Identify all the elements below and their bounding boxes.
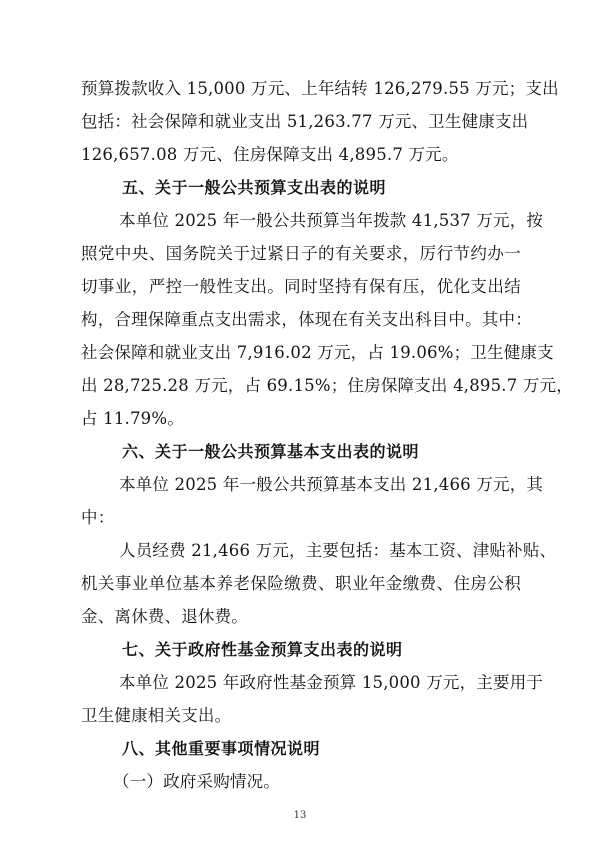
paragraph-line: 照党中央、国务院关于过紧日子的有关要求，厉行节约办一 [81,244,521,263]
section-heading-8: 八、其他重要事项情况说明 [122,739,321,758]
section-heading-6: 六、关于一般公共预算基本支出表的说明 [122,442,420,461]
paragraph-line: 社会保障和就业支出 7,916.02 万元，占 19.06%；卫生健康支 [81,343,554,362]
paragraph-line: 占 11.79%。 [81,409,184,428]
paragraph-line: 126,657.08 万元、住房保障支出 4,895.7 万元。 [81,145,459,164]
page-number: 13 [293,810,307,821]
paragraph-line: 切事业，严控一般性支出。同时坚持有保有压，优化支出结 [81,277,521,296]
paragraph-line: 预算拨款收入 15,000 万元、上年结转 126,279.55 万元；支出 [81,79,559,98]
paragraph-line: 本单位 2025 年政府性基金预算 15,000 万元，主要用于 [119,673,544,692]
paragraph-line: 人员经费 21,466 万元，主要包括：基本工资、津贴补贴、 [119,541,557,560]
paragraph-line: 包括：社会保障和就业支出 51,263.77 万元、卫生健康支出 [81,112,529,131]
paragraph-line: 卫生健康相关支出。 [81,706,232,725]
paragraph-line: 机关事业单位基本养老保险缴费、职业年金缴费、住房公积 [81,574,521,593]
sub-item-procurement: （一）政府采购情况。 [113,772,280,791]
section-heading-5: 五、关于一般公共预算支出表的说明 [122,178,387,197]
paragraph-line: 中： [81,508,115,527]
paragraph-line: 本单位 2025 年一般公共预算基本支出 21,466 万元，其 [119,475,544,494]
paragraph-line: 本单位 2025 年一般公共预算当年拨款 41,537 万元，按 [119,211,544,230]
paragraph-line: 金、离休费、退休费。 [81,607,248,626]
section-heading-7: 七、关于政府性基金预算支出表的说明 [122,640,403,659]
paragraph-line: 出 28,725.28 万元，占 69.15%；住房保障支出 4,895.7 万元， [81,376,573,395]
paragraph-line: 构，合理保障重点支出需求，体现在有关支出科目中。其中： [81,310,532,329]
